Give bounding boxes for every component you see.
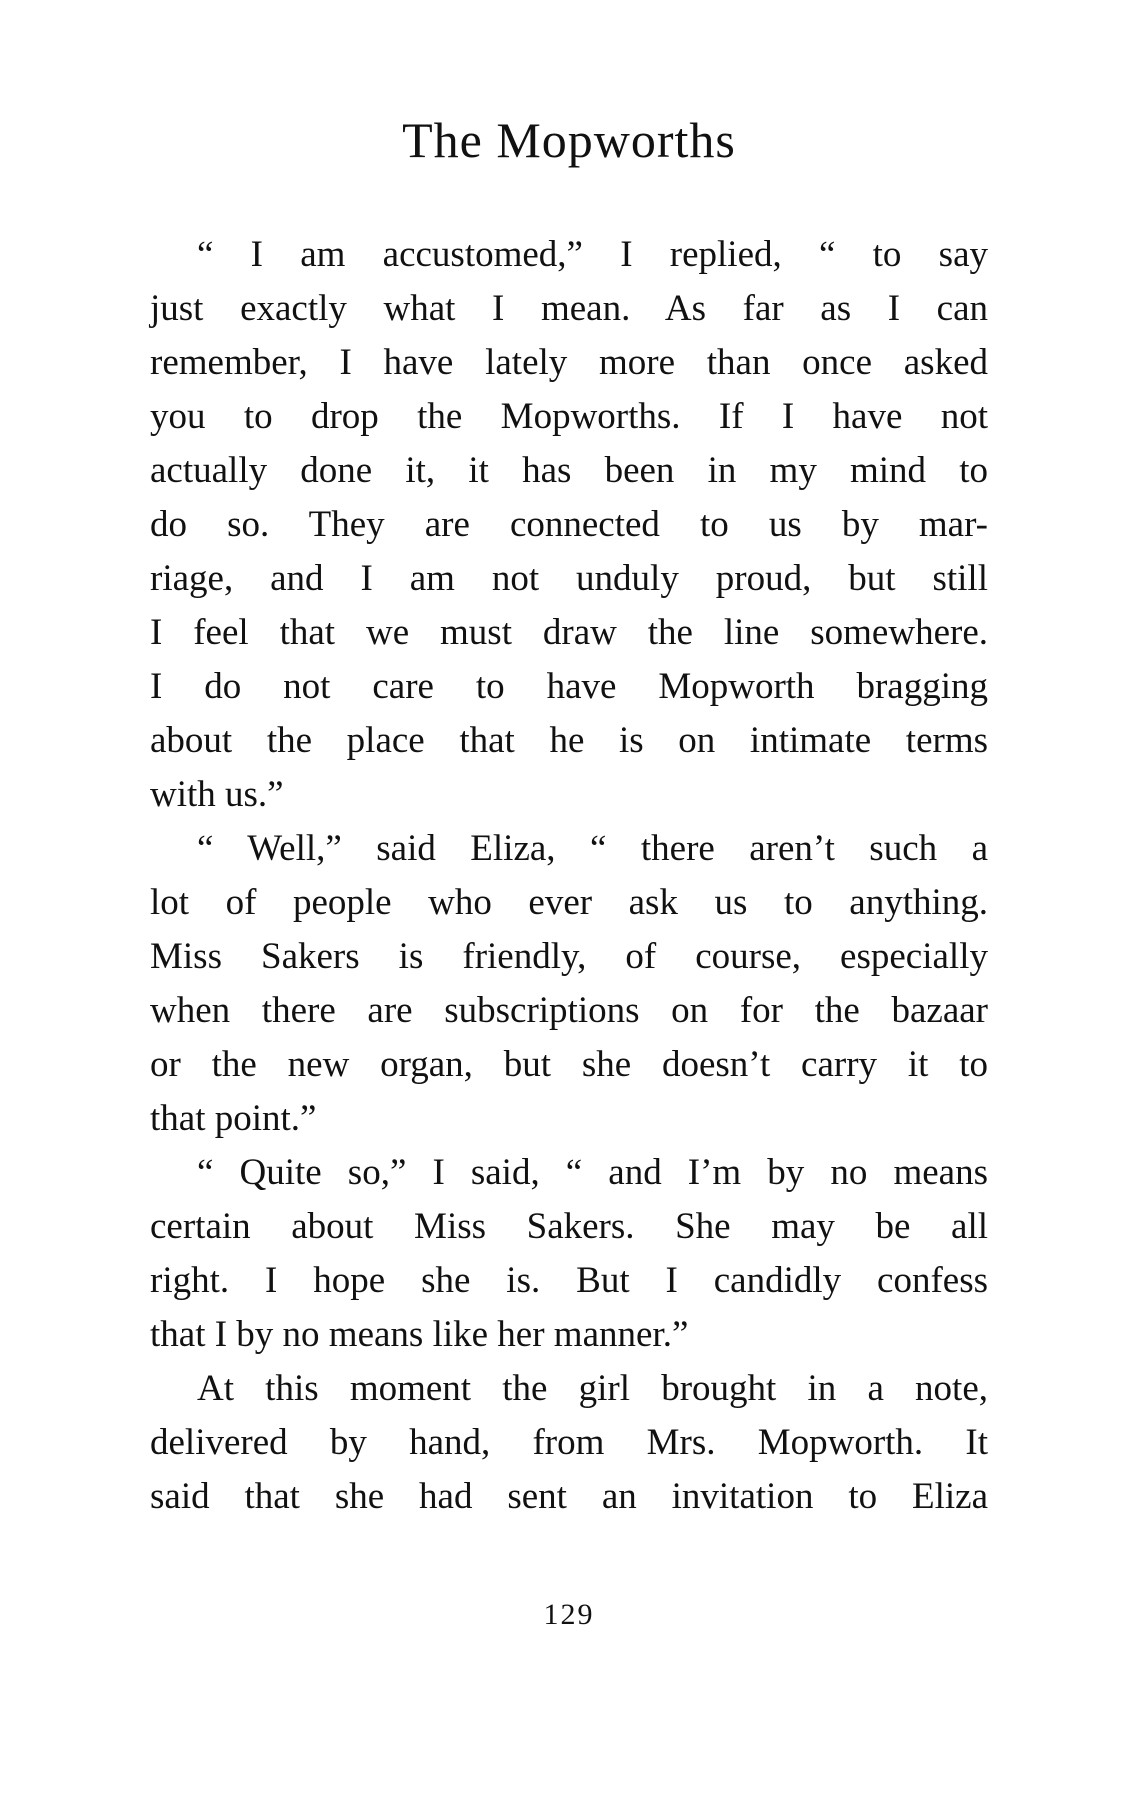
text-line: remember, I have lately more than once asked xyxy=(150,342,988,383)
text-line: right. I hope she is. But I candidly confess xyxy=(150,1260,988,1301)
text-line: when there are subscriptions on for the bazaar xyxy=(150,990,988,1031)
text-line: At this moment the girl brought in a note, xyxy=(197,1368,988,1409)
paragraph xyxy=(150,1146,988,1362)
text-line: lot of people who ever ask us to anything. xyxy=(150,882,988,923)
text-line: riage, and I am not unduly proud, but still xyxy=(150,558,988,599)
text-line: “ I am accustomed,” I replied, “ to say xyxy=(197,234,988,275)
paragraph xyxy=(150,228,988,822)
text-line: just exactly what I mean. As far as I can xyxy=(150,288,988,329)
text-line: you to drop the Mopworths. If I have not xyxy=(150,396,988,437)
page-number: 129 xyxy=(543,1598,595,1631)
text-line: “ Quite so,” I said, “ and I’m by no means xyxy=(197,1152,988,1193)
text-line: I do not care to have Mopworth bragging xyxy=(150,666,988,707)
text-line: that I by no means like her manner.” xyxy=(150,1314,689,1355)
running-head: The Mopworths xyxy=(402,112,736,168)
paragraph xyxy=(150,822,988,1146)
body-text xyxy=(150,228,988,1524)
text-line: or the new organ, but she doesn’t carry it to xyxy=(150,1044,988,1085)
text-line: said that she had sent an invitation to Eliza xyxy=(150,1476,988,1517)
paragraph xyxy=(150,1362,988,1524)
text-line: about the place that he is on intimate terms xyxy=(150,720,988,761)
text-line: with us.” xyxy=(150,774,284,815)
text-line: “ Well,” said Eliza, “ there aren’t such a xyxy=(197,828,988,869)
text-line: Miss Sakers is friendly, of course, especially xyxy=(150,936,988,977)
text-line: actually done it, it has been in my mind to xyxy=(150,450,988,491)
text-line: do so. They are connected to us by mar- xyxy=(150,504,988,545)
text-line: delivered by hand, from Mrs. Mopworth. It xyxy=(150,1422,988,1463)
text-line: certain about Miss Sakers. She may be all xyxy=(150,1206,988,1247)
text-line: that point.” xyxy=(150,1098,317,1139)
text-line: I feel that we must draw the line somewhere. xyxy=(150,612,988,653)
